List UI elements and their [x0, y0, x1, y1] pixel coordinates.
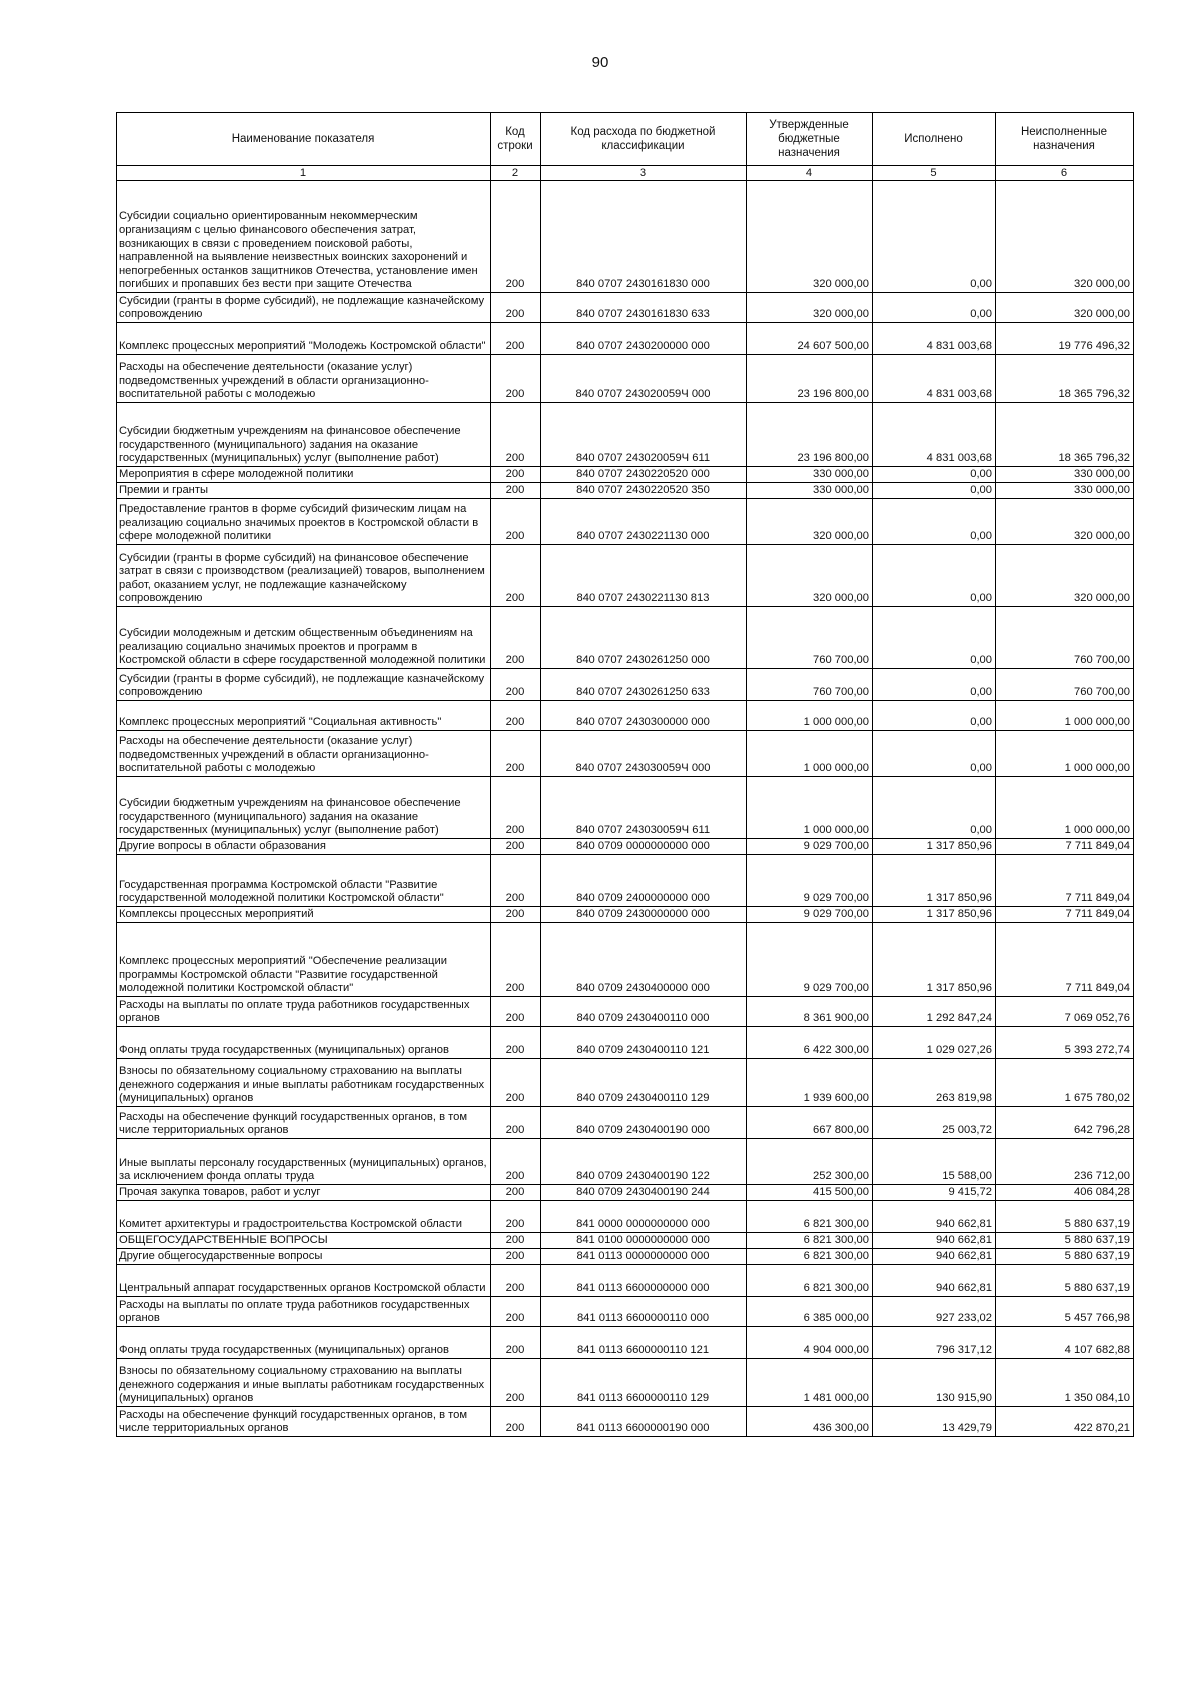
unexecuted-cell: 18 365 796,32: [996, 403, 1134, 467]
table-row: [117, 1297, 1134, 1327]
budget-code-cell: 840 0709 0000000000 000: [541, 839, 747, 855]
executed-cell: 15 588,00: [873, 1139, 996, 1185]
line-code-cell: 200: [491, 467, 541, 483]
budget-code-cell: 840 0709 2430400190 122: [541, 1139, 747, 1185]
executed-cell: 1 317 850,96: [873, 839, 996, 855]
unexecuted-cell: 5 880 637,19: [996, 1265, 1134, 1297]
unexecuted-cell: 1 350 084,10: [996, 1359, 1134, 1407]
budget-code-cell: 840 0707 2430221130 813: [541, 545, 747, 607]
table-row: [117, 731, 1134, 777]
approved-cell: 6 821 300,00: [747, 1249, 873, 1265]
indicator-name-cell: Фонд оплаты труда государственных (муниципальных) органов: [117, 1327, 491, 1359]
unexecuted-cell: 7 711 849,04: [996, 855, 1134, 907]
table-row: [117, 1059, 1134, 1107]
indicator-name-cell: ОБЩЕГОСУДАРСТВЕННЫЕ ВОПРОСЫ: [117, 1233, 491, 1249]
budget-code-cell: 840 0707 2430161830 633: [541, 293, 747, 323]
indicator-name-cell: Государственная программа Костромской области "Развитие государственной молодежной политики Костромской области": [117, 855, 491, 907]
line-code-cell: 200: [491, 483, 541, 499]
unexecuted-cell: 1 000 000,00: [996, 701, 1134, 731]
budget-code-cell: 841 0113 0000000000 000: [541, 1249, 747, 1265]
unexecuted-cell: 5 880 637,19: [996, 1249, 1134, 1265]
table-row: [117, 1359, 1134, 1407]
executed-cell: 0,00: [873, 499, 996, 545]
executed-cell: 0,00: [873, 701, 996, 731]
table-row: [117, 907, 1134, 923]
approved-cell: 330 000,00: [747, 467, 873, 483]
table-row: [117, 839, 1134, 855]
indicator-name-cell: Взносы по обязательному социальному страхованию на выплаты денежного содержания и иные выплаты работникам государственных (муниципальных) органов: [117, 1359, 491, 1407]
budget-code-cell: 840 0709 2430400110 121: [541, 1027, 747, 1059]
unexecuted-cell: 5 880 637,19: [996, 1233, 1134, 1249]
column-number-row: [117, 166, 1134, 181]
line-code-cell: 200: [491, 323, 541, 355]
column-number: 2: [491, 166, 541, 181]
table-row: [117, 403, 1134, 467]
table-row: [117, 1407, 1134, 1437]
executed-cell: 0,00: [873, 669, 996, 701]
table-row: [117, 483, 1134, 499]
budget-code-cell: 840 0707 2430261250 000: [541, 607, 747, 669]
executed-cell: 0,00: [873, 467, 996, 483]
approved-cell: 1 000 000,00: [747, 701, 873, 731]
line-code-cell: 200: [491, 293, 541, 323]
line-code-cell: 200: [491, 1407, 541, 1437]
budget-code-cell: 840 0709 2430400000 000: [541, 923, 747, 997]
column-number: 6: [996, 166, 1134, 181]
budget-code-cell: 840 0707 2430200000 000: [541, 323, 747, 355]
budget-code-cell: 840 0707 243020059Ч 000: [541, 355, 747, 403]
column-number: 5: [873, 166, 996, 181]
executed-cell: 927 233,02: [873, 1297, 996, 1327]
unexecuted-cell: 1 675 780,02: [996, 1059, 1134, 1107]
line-code-cell: 200: [491, 923, 541, 997]
approved-cell: 667 800,00: [747, 1107, 873, 1139]
indicator-name-cell: Премии и гранты: [117, 483, 491, 499]
budget-code-cell: 840 0709 2430400190 000: [541, 1107, 747, 1139]
unexecuted-cell: 236 712,00: [996, 1139, 1134, 1185]
budget-code-cell: 841 0100 0000000000 000: [541, 1233, 747, 1249]
approved-cell: 1 000 000,00: [747, 731, 873, 777]
executed-cell: 0,00: [873, 545, 996, 607]
indicator-name-cell: Расходы на обеспечение деятельности (оказание услуг) подведомственных учреждений в области организационно-воспитательной работы с молодежью: [117, 355, 491, 403]
approved-cell: 24 607 500,00: [747, 323, 873, 355]
table-row: [117, 293, 1134, 323]
table-row: [117, 545, 1134, 607]
line-code-cell: 200: [491, 499, 541, 545]
line-code-cell: 200: [491, 731, 541, 777]
executed-cell: 940 662,81: [873, 1249, 996, 1265]
line-code-cell: 200: [491, 1201, 541, 1233]
header-executed: Исполнено: [873, 113, 996, 166]
line-code-cell: 200: [491, 1185, 541, 1201]
table-row: [117, 1107, 1134, 1139]
approved-cell: 320 000,00: [747, 499, 873, 545]
table-row: [117, 701, 1134, 731]
table-row: [117, 923, 1134, 997]
indicator-name-cell: Комитет архитектуры и градостроительства Костромской области: [117, 1201, 491, 1233]
budget-code-cell: 841 0000 0000000000 000: [541, 1201, 747, 1233]
indicator-name-cell: Центральный аппарат государственных органов Костромской области: [117, 1265, 491, 1297]
unexecuted-cell: 5 393 272,74: [996, 1027, 1134, 1059]
indicator-name-cell: Субсидии (гранты в форме субсидий), не подлежащие казначейскому сопровождению: [117, 293, 491, 323]
table-row: [117, 1185, 1134, 1201]
unexecuted-cell: 760 700,00: [996, 607, 1134, 669]
budget-code-cell: 840 0707 2430220520 350: [541, 483, 747, 499]
budget-code-cell: 841 0113 6600000110 000: [541, 1297, 747, 1327]
executed-cell: 1 317 850,96: [873, 907, 996, 923]
line-code-cell: 200: [491, 855, 541, 907]
approved-cell: 8 361 900,00: [747, 997, 873, 1027]
approved-cell: 330 000,00: [747, 483, 873, 499]
indicator-name-cell: Взносы по обязательному социальному страхованию на выплаты денежного содержания и иные выплаты работникам государственных (муниципальных) органов: [117, 1059, 491, 1107]
unexecuted-cell: 320 000,00: [996, 545, 1134, 607]
line-code-cell: 200: [491, 777, 541, 839]
indicator-name-cell: Другие вопросы в области образования: [117, 839, 491, 855]
unexecuted-cell: 7 711 849,04: [996, 923, 1134, 997]
approved-cell: 4 904 000,00: [747, 1327, 873, 1359]
indicator-name-cell: Другие общегосударственные вопросы: [117, 1249, 491, 1265]
indicator-name-cell: Расходы на обеспечение функций государственных органов, в том числе территориальных органов: [117, 1107, 491, 1139]
executed-cell: 0,00: [873, 731, 996, 777]
table-row: [117, 855, 1134, 907]
budget-code-cell: 841 0113 6600000110 121: [541, 1327, 747, 1359]
line-code-cell: 200: [491, 1327, 541, 1359]
approved-cell: 436 300,00: [747, 1407, 873, 1437]
indicator-name-cell: Расходы на выплаты по оплате труда работников государственных органов: [117, 1297, 491, 1327]
executed-cell: 13 429,79: [873, 1407, 996, 1437]
unexecuted-cell: 330 000,00: [996, 467, 1134, 483]
table-header-row: [117, 113, 1134, 166]
table-row: [117, 1233, 1134, 1249]
table-row: [117, 181, 1134, 293]
budget-code-cell: 840 0707 2430220520 000: [541, 467, 747, 483]
unexecuted-cell: 320 000,00: [996, 181, 1134, 293]
budget-code-cell: 840 0707 2430261250 633: [541, 669, 747, 701]
indicator-name-cell: Субсидии бюджетным учреждениям на финансовое обеспечение государственного (муниципального) задания на оказание государственных (муниципальных) услуг (выполнение работ): [117, 403, 491, 467]
column-number: 1: [117, 166, 491, 181]
executed-cell: 0,00: [873, 607, 996, 669]
indicator-name-cell: Субсидии (гранты в форме субсидий), не подлежащие казначейскому сопровождению: [117, 669, 491, 701]
line-code-cell: 200: [491, 1107, 541, 1139]
budget-code-cell: 840 0709 2430400190 244: [541, 1185, 747, 1201]
table-row: [117, 607, 1134, 669]
budget-code-cell: 840 0707 2430300000 000: [541, 701, 747, 731]
indicator-name-cell: Субсидии бюджетным учреждениям на финансовое обеспечение государственного (муниципального) задания на оказание государственных (муниципальных) услуг (выполнение работ): [117, 777, 491, 839]
indicator-name-cell: Мероприятия в сфере молодежной политики: [117, 467, 491, 483]
table-row: [117, 1265, 1134, 1297]
approved-cell: 6 821 300,00: [747, 1265, 873, 1297]
executed-cell: 940 662,81: [873, 1233, 996, 1249]
indicator-name-cell: Прочая закупка товаров, работ и услуг: [117, 1185, 491, 1201]
unexecuted-cell: 4 107 682,88: [996, 1327, 1134, 1359]
budget-report-table: [116, 112, 1134, 1437]
approved-cell: 320 000,00: [747, 545, 873, 607]
approved-cell: 23 196 800,00: [747, 403, 873, 467]
table-row: [117, 499, 1134, 545]
unexecuted-cell: 1 000 000,00: [996, 777, 1134, 839]
executed-cell: 796 317,12: [873, 1327, 996, 1359]
unexecuted-cell: 330 000,00: [996, 483, 1134, 499]
line-code-cell: 200: [491, 1139, 541, 1185]
approved-cell: 9 029 700,00: [747, 907, 873, 923]
approved-cell: 320 000,00: [747, 293, 873, 323]
approved-cell: 1 481 000,00: [747, 1359, 873, 1407]
line-code-cell: 200: [491, 1359, 541, 1407]
approved-cell: 9 029 700,00: [747, 855, 873, 907]
header-line-code: Код строки: [491, 113, 541, 166]
indicator-name-cell: Иные выплаты персоналу государственных (муниципальных) органов, за исключением фонда оплаты труда: [117, 1139, 491, 1185]
header-budget-code: Код расхода по бюджетной классификации: [541, 113, 747, 166]
indicator-name-cell: Расходы на обеспечение деятельности (оказание услуг) подведомственных учреждений в области организационно-воспитательной работы с молодежью: [117, 731, 491, 777]
budget-code-cell: 841 0113 6600000110 129: [541, 1359, 747, 1407]
table-row: [117, 1201, 1134, 1233]
executed-cell: 4 831 003,68: [873, 323, 996, 355]
unexecuted-cell: 18 365 796,32: [996, 355, 1134, 403]
unexecuted-cell: 760 700,00: [996, 669, 1134, 701]
unexecuted-cell: 19 776 496,32: [996, 323, 1134, 355]
approved-cell: 6 385 000,00: [747, 1297, 873, 1327]
line-code-cell: 200: [491, 181, 541, 293]
indicator-name-cell: Субсидии молодежным и детским общественным объединениям на реализацию социально значимых проектов и программ в Костромской области в сфере государственной молодежной политики: [117, 607, 491, 669]
budget-code-cell: 840 0707 243030059Ч 000: [541, 731, 747, 777]
executed-cell: 940 662,81: [873, 1201, 996, 1233]
table-row: [117, 1139, 1134, 1185]
budget-code-cell: 840 0707 2430221130 000: [541, 499, 747, 545]
line-code-cell: 200: [491, 997, 541, 1027]
executed-cell: 1 317 850,96: [873, 855, 996, 907]
table-row: [117, 323, 1134, 355]
unexecuted-cell: 5 880 637,19: [996, 1201, 1134, 1233]
executed-cell: 4 831 003,68: [873, 355, 996, 403]
indicator-name-cell: Субсидии (гранты в форме субсидий) на финансовое обеспечение затрат в связи с производством (реализацией) товаров, выполнением работ, оказанием услуг, не подлежащие казначейскому сопровождению: [117, 545, 491, 607]
approved-cell: 1 939 600,00: [747, 1059, 873, 1107]
unexecuted-cell: 7 069 052,76: [996, 997, 1134, 1027]
indicator-name-cell: Комплекс процессных мероприятий "Обеспечение реализации программы Костромской области "Развитие государственной молодежной политики Костромской области": [117, 923, 491, 997]
line-code-cell: 200: [491, 839, 541, 855]
indicator-name-cell: Расходы на обеспечение функций государственных органов, в том числе территориальных органов: [117, 1407, 491, 1437]
approved-cell: 9 029 700,00: [747, 923, 873, 997]
table-row: [117, 669, 1134, 701]
budget-code-cell: 841 0113 6600000190 000: [541, 1407, 747, 1437]
executed-cell: 25 003,72: [873, 1107, 996, 1139]
approved-cell: 6 821 300,00: [747, 1233, 873, 1249]
executed-cell: 130 915,90: [873, 1359, 996, 1407]
executed-cell: 4 831 003,68: [873, 403, 996, 467]
table-row: [117, 1249, 1134, 1265]
line-code-cell: 200: [491, 669, 541, 701]
budget-code-cell: 840 0707 243020059Ч 611: [541, 403, 747, 467]
header-indicator-name: Наименование показателя: [117, 113, 491, 166]
table-row: [117, 777, 1134, 839]
executed-cell: 940 662,81: [873, 1265, 996, 1297]
column-number: 3: [541, 166, 747, 181]
line-code-cell: 200: [491, 701, 541, 731]
unexecuted-cell: 320 000,00: [996, 499, 1134, 545]
table-row: [117, 1327, 1134, 1359]
indicator-name-cell: Фонд оплаты труда государственных (муниципальных) органов: [117, 1027, 491, 1059]
approved-cell: 252 300,00: [747, 1139, 873, 1185]
indicator-name-cell: Комплексы процессных мероприятий: [117, 907, 491, 923]
budget-code-cell: 840 0709 2430400110 000: [541, 997, 747, 1027]
approved-cell: 23 196 800,00: [747, 355, 873, 403]
approved-cell: 1 000 000,00: [747, 777, 873, 839]
unexecuted-cell: 320 000,00: [996, 293, 1134, 323]
line-code-cell: 200: [491, 1059, 541, 1107]
budget-code-cell: 841 0113 6600000000 000: [541, 1265, 747, 1297]
approved-cell: 760 700,00: [747, 607, 873, 669]
page-number: 90: [591, 54, 609, 71]
executed-cell: 263 819,98: [873, 1059, 996, 1107]
approved-cell: 6 821 300,00: [747, 1201, 873, 1233]
executed-cell: 0,00: [873, 181, 996, 293]
indicator-name-cell: Комплекс процессных мероприятий "Социальная активность": [117, 701, 491, 731]
approved-cell: 320 000,00: [747, 181, 873, 293]
table-row: [117, 355, 1134, 403]
indicator-name-cell: Расходы на выплаты по оплате труда работников государственных органов: [117, 997, 491, 1027]
unexecuted-cell: 406 084,28: [996, 1185, 1134, 1201]
line-code-cell: 200: [491, 1265, 541, 1297]
indicator-name-cell: Комплекс процессных мероприятий "Молодежь Костромской области": [117, 323, 491, 355]
line-code-cell: 200: [491, 907, 541, 923]
line-code-cell: 200: [491, 1297, 541, 1327]
executed-cell: 1 292 847,24: [873, 997, 996, 1027]
unexecuted-cell: 642 796,28: [996, 1107, 1134, 1139]
executed-cell: 1 029 027,26: [873, 1027, 996, 1059]
column-number: 4: [747, 166, 873, 181]
header-unexecuted: Неисполненные назначения: [996, 113, 1134, 166]
table-row: [117, 467, 1134, 483]
table-row: [117, 1027, 1134, 1059]
line-code-cell: 200: [491, 1027, 541, 1059]
line-code-cell: 200: [491, 403, 541, 467]
unexecuted-cell: 7 711 849,04: [996, 839, 1134, 855]
executed-cell: 1 317 850,96: [873, 923, 996, 997]
unexecuted-cell: 1 000 000,00: [996, 731, 1134, 777]
line-code-cell: 200: [491, 355, 541, 403]
unexecuted-cell: 5 457 766,98: [996, 1297, 1134, 1327]
budget-code-cell: 840 0709 2430000000 000: [541, 907, 747, 923]
approved-cell: 6 422 300,00: [747, 1027, 873, 1059]
unexecuted-cell: 422 870,21: [996, 1407, 1134, 1437]
line-code-cell: 200: [491, 1249, 541, 1265]
approved-cell: 760 700,00: [747, 669, 873, 701]
budget-code-cell: 840 0707 243030059Ч 611: [541, 777, 747, 839]
header-approved: Утвержденные бюджетные назначения: [747, 113, 873, 166]
approved-cell: 9 029 700,00: [747, 839, 873, 855]
budget-code-cell: 840 0709 2430400110 129: [541, 1059, 747, 1107]
executed-cell: 0,00: [873, 777, 996, 839]
line-code-cell: 200: [491, 1233, 541, 1249]
table-body: [117, 181, 1134, 1437]
indicator-name-cell: Предоставление грантов в форме субсидий физическим лицам на реализацию социально значимых проектов в Костромской области в сфере молодежной политики: [117, 499, 491, 545]
executed-cell: 9 415,72: [873, 1185, 996, 1201]
budget-code-cell: 840 0707 2430161830 000: [541, 181, 747, 293]
line-code-cell: 200: [491, 607, 541, 669]
table-row: [117, 997, 1134, 1027]
approved-cell: 415 500,00: [747, 1185, 873, 1201]
budget-code-cell: 840 0709 2400000000 000: [541, 855, 747, 907]
indicator-name-cell: Субсидии социально ориентированным некоммерческим организациям с целью финансового обеспечения затрат, возникающих в связи с проведением поисковой работы, направленной на выявление неизвестных воинских захоронений и непогребенных останков защитников Отечества, установление имен погибших и пропавших без вести при защите Отечества: [117, 181, 491, 293]
executed-cell: 0,00: [873, 293, 996, 323]
line-code-cell: 200: [491, 545, 541, 607]
executed-cell: 0,00: [873, 483, 996, 499]
unexecuted-cell: 7 711 849,04: [996, 907, 1134, 923]
